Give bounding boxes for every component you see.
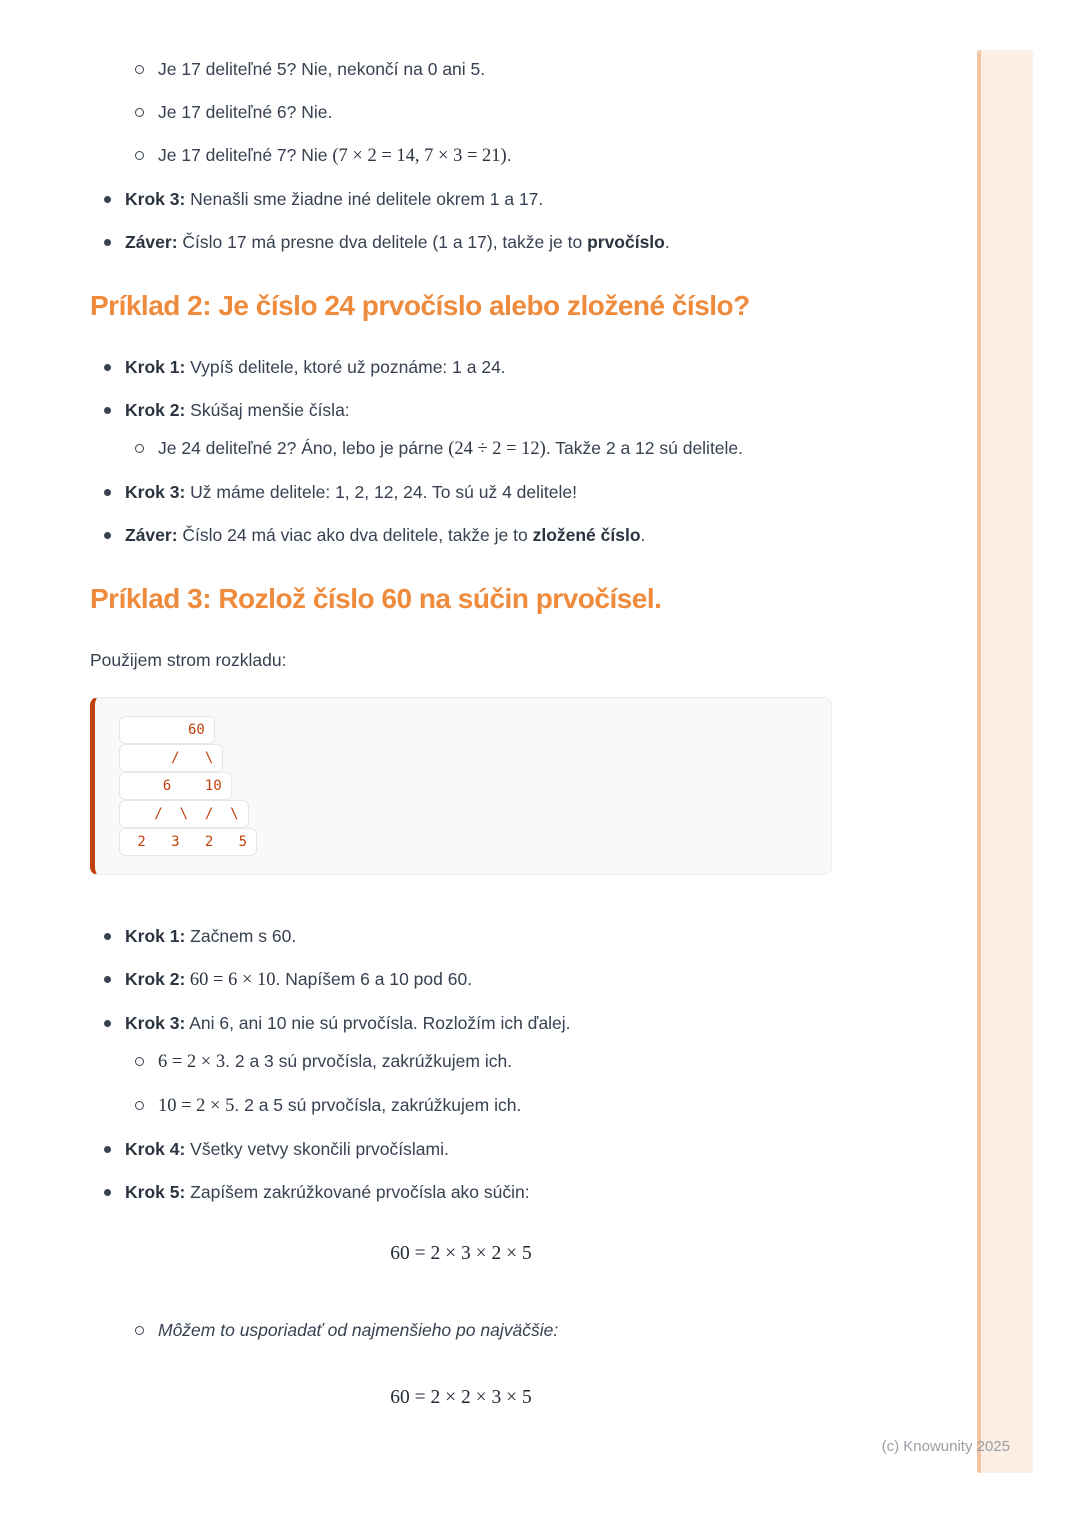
item-strong: prvočíslo bbox=[587, 232, 665, 252]
example-1-sub-list bbox=[90, 56, 832, 169]
note-list bbox=[90, 1317, 832, 1343]
code-line: 6 10 bbox=[119, 772, 232, 800]
item-text: . 2 a 3 sú prvočísla, zakrúžkujem ich. bbox=[225, 1051, 513, 1071]
bullet-circle-icon bbox=[135, 444, 144, 453]
example-2-sub-list bbox=[90, 435, 832, 462]
item-text: . 2 a 5 sú prvočísla, zakrúžkujem ich. bbox=[234, 1095, 522, 1115]
bullet-dot-icon bbox=[104, 1189, 111, 1196]
italic-note: Môžem to usporiadať od najmenšieho po najväčšie: bbox=[158, 1320, 559, 1340]
list-item bbox=[90, 1317, 832, 1343]
code-row bbox=[119, 716, 807, 744]
list-item bbox=[90, 479, 832, 505]
item-text: Už máme delitele: 1, 2, 12, 24. To sú už 4 delitele! bbox=[185, 482, 577, 502]
bullet-dot-icon bbox=[104, 976, 111, 983]
example-3-heading: Príklad 3: Rozlož číslo 60 na súčin prvočísel. bbox=[90, 583, 662, 614]
step-label: Krok 3: bbox=[125, 1013, 186, 1033]
list-item bbox=[90, 1136, 832, 1162]
math-equation-product: 60 = 2 × 3 × 2 × 5 bbox=[390, 1243, 532, 1264]
item-text: Zapíšem zakrúžkované prvočísla ako súčin: bbox=[185, 1182, 530, 1202]
code-row bbox=[119, 772, 807, 800]
list-item bbox=[90, 966, 832, 993]
list-item bbox=[90, 1010, 832, 1119]
list-item bbox=[90, 1048, 832, 1075]
math-equation-sorted: 60 = 2 × 2 × 3 × 5 bbox=[390, 1387, 532, 1408]
inline-math: 60 = 6 × 10 bbox=[185, 970, 276, 990]
copyright-watermark: (c) Knowunity 2025 bbox=[881, 1438, 1010, 1455]
bullet-dot-icon bbox=[104, 364, 111, 371]
code-line: 2 3 2 5 bbox=[119, 828, 257, 856]
example-2-list bbox=[90, 354, 832, 548]
code-row bbox=[119, 744, 807, 772]
page-margin-highlight-bar bbox=[977, 50, 1033, 1473]
item-text: Všetky vetvy skončili prvočíslami. bbox=[185, 1139, 449, 1159]
factor-tree-code-block bbox=[90, 697, 832, 875]
step-label: Krok 2: bbox=[125, 969, 186, 989]
item-text: Vypíš delitele, ktoré už poznáme: 1 a 24. bbox=[185, 357, 506, 377]
code-row bbox=[119, 828, 807, 856]
bullet-circle-icon bbox=[135, 1326, 144, 1335]
bullet-dot-icon bbox=[104, 532, 111, 539]
step-label: Záver: bbox=[125, 232, 178, 252]
item-text: Nenašli sme žiadne iné delitele okrem 1 a 17. bbox=[185, 189, 544, 209]
item-text-after: . bbox=[506, 145, 512, 165]
bullet-dot-icon bbox=[104, 407, 111, 414]
list-item bbox=[90, 1092, 832, 1119]
list-item bbox=[90, 99, 832, 125]
item-text-after: . bbox=[640, 525, 646, 545]
item-text: . Napíšem 6 a 10 pod 60. bbox=[275, 969, 473, 989]
list-item bbox=[90, 397, 832, 462]
step-label: Krok 5: bbox=[125, 1182, 186, 1202]
inline-math: 10 = 2 × 5 bbox=[158, 1096, 235, 1116]
inline-math: (24 ÷ 2 = 12) bbox=[448, 439, 546, 459]
list-item bbox=[90, 229, 832, 255]
list-item bbox=[90, 1179, 832, 1205]
inline-math: 6 = 2 × 3 bbox=[158, 1052, 226, 1072]
step-label: Krok 2: bbox=[125, 400, 186, 420]
item-text: Je 17 deliteľné 5? Nie, nekončí na 0 ani 5. bbox=[158, 59, 486, 79]
code-line: / \ / \ bbox=[119, 800, 249, 828]
example-3-list bbox=[90, 923, 832, 1205]
bullet-circle-icon bbox=[135, 65, 144, 74]
document-content bbox=[90, 0, 832, 1411]
item-text-after: . Takže 2 a 12 sú delitele. bbox=[545, 438, 744, 458]
code-row bbox=[119, 800, 807, 828]
item-text: Ani 6, ani 10 nie sú prvočísla. Rozložím ich ďalej. bbox=[185, 1013, 571, 1033]
list-item bbox=[90, 186, 832, 212]
item-text: Začnem s 60. bbox=[185, 926, 297, 946]
bullet-dot-icon bbox=[104, 1020, 111, 1027]
code-line: 60 bbox=[119, 716, 215, 744]
bullet-dot-icon bbox=[104, 933, 111, 940]
step-label: Krok 1: bbox=[125, 357, 186, 377]
bullet-circle-icon bbox=[135, 1101, 144, 1110]
example-3-sub-list bbox=[90, 1048, 832, 1119]
step-label: Krok 3: bbox=[125, 189, 186, 209]
example-1-main-list bbox=[90, 186, 832, 255]
list-item bbox=[90, 56, 832, 82]
step-label: Krok 1: bbox=[125, 926, 186, 946]
item-text: Číslo 17 má presne dva delitele (1 a 17), takže je to bbox=[177, 232, 588, 252]
bullet-dot-icon bbox=[104, 239, 111, 246]
bullet-dot-icon bbox=[104, 1146, 111, 1153]
item-strong: zložené číslo bbox=[532, 525, 641, 545]
item-text: Číslo 24 má viac ako dva delitele, takže je to bbox=[177, 525, 533, 545]
example-2-heading: Príklad 2: Je číslo 24 prvočíslo alebo zložené číslo? bbox=[90, 290, 750, 321]
list-item bbox=[90, 142, 832, 169]
bullet-circle-icon bbox=[135, 108, 144, 117]
item-text: Je 24 deliteľné 2? Áno, lebo je párne bbox=[158, 438, 449, 458]
code-line: / \ bbox=[119, 744, 223, 772]
list-item bbox=[90, 354, 832, 380]
list-item bbox=[90, 923, 832, 949]
list-item bbox=[90, 522, 832, 548]
step-label: Krok 4: bbox=[125, 1139, 186, 1159]
list-item bbox=[90, 435, 832, 462]
intro-paragraph: Použijem strom rozkladu: bbox=[90, 650, 287, 670]
inline-math: (7 × 2 = 14, 7 × 3 = 21) bbox=[332, 146, 507, 166]
item-text: Skúšaj menšie čísla: bbox=[185, 400, 350, 420]
bullet-dot-icon bbox=[104, 196, 111, 203]
step-label: Krok 3: bbox=[125, 482, 186, 502]
bullet-circle-icon bbox=[135, 151, 144, 160]
bullet-dot-icon bbox=[104, 489, 111, 496]
bullet-circle-icon bbox=[135, 1057, 144, 1066]
step-label: Záver: bbox=[125, 525, 178, 545]
item-text-after: . bbox=[664, 232, 670, 252]
item-text: Je 17 deliteľné 7? Nie bbox=[158, 145, 333, 165]
item-text: Je 17 deliteľné 6? Nie. bbox=[158, 102, 333, 122]
